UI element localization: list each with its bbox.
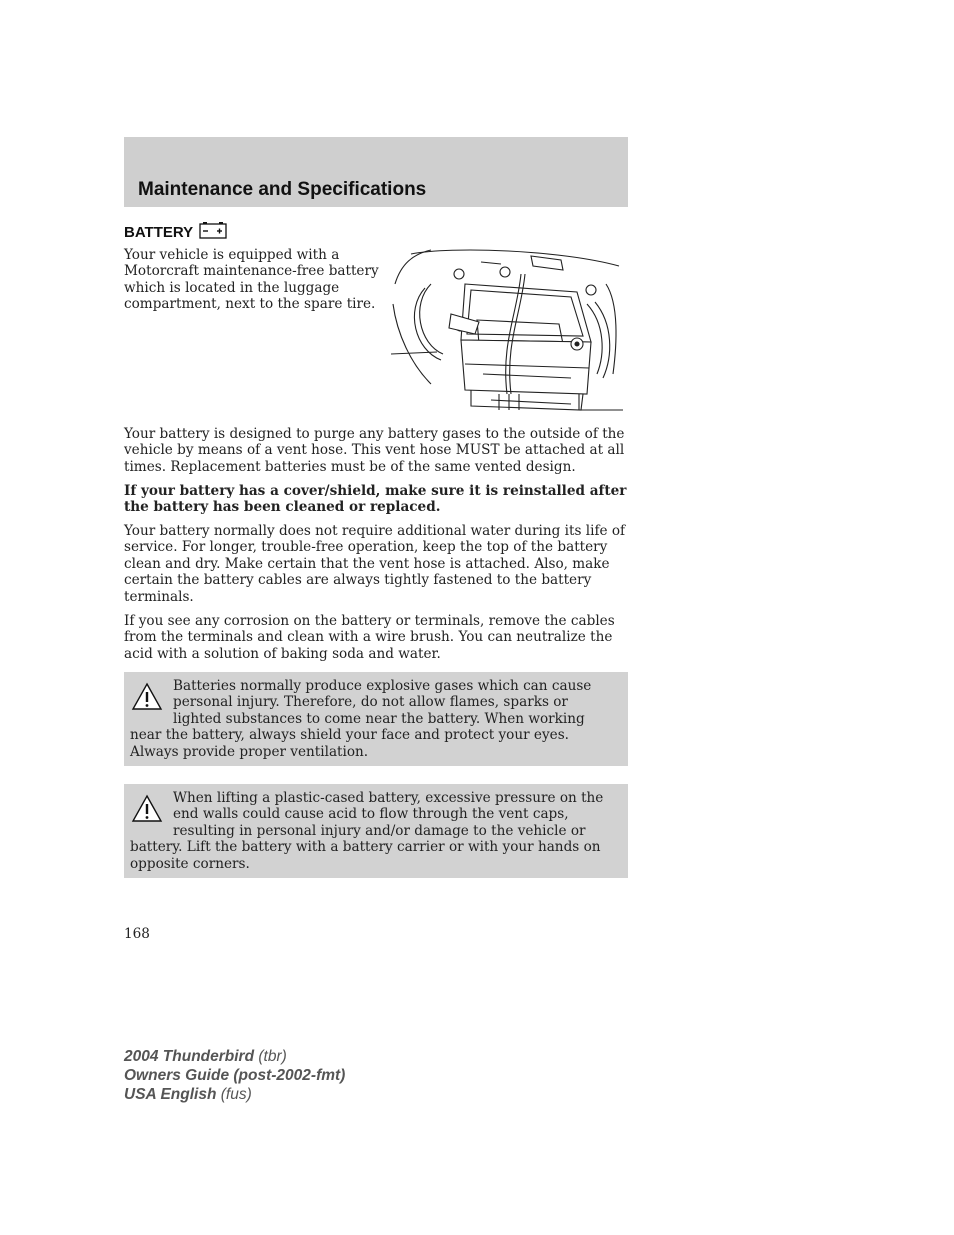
battery-intro: Your vehicle is equipped with a Motorcraft maintenance-free battery which is located in the luggage compartment, next to the spare tire. <box>124 247 379 313</box>
battery-heading-text: BATTERY <box>124 223 194 241</box>
warning-text-explosive-gases: Batteries normally produce explosive gases which can cause personal injury. Therefore, do not allow flames, sparks or lighted substances to come near the battery. When working near the battery, always shield your face and protect your eyes. Always provide proper ventilation. <box>130 678 592 760</box>
battery-location-illustration <box>391 244 623 420</box>
footer-model: 2004 Thunderbird <box>124 1048 255 1065</box>
warning-box-lifting-battery <box>124 784 628 878</box>
warning-text-lifting-battery: When lifting a plastic-cased battery, excessive pressure on the end walls could cause acid to flow through the vent caps, resulting in personal injury and/or damage to the vehicle or battery. Lift the battery with a battery carrier or with your hands on opposite corners. <box>130 790 604 872</box>
footer-model-code: (tbr) <box>258 1048 287 1065</box>
warning-box-explosive-gases <box>124 672 628 766</box>
maintenance-paragraph: Your battery normally does not require additional water during its life of service. For longer, trouble-free operation, keep the top of the battery clean and dry. Make certain that the vent hose is attached. Also, make certain the battery cables are always tightly fastened to the battery terminals. <box>124 523 626 605</box>
footer-line-3 <box>124 1085 345 1104</box>
footer-language-code: (fus) <box>220 1086 252 1103</box>
footer-line-1 <box>124 1047 345 1066</box>
warning-triangle-icon <box>130 793 164 825</box>
battery-icon <box>199 221 227 243</box>
corrosion-paragraph: If you see any corrosion on the battery or terminals, remove the cables from the terminals and clean with a wire brush. You can neutralize the acid with a solution of baking soda and water. <box>124 613 615 662</box>
section-title: Maintenance and Specifications <box>138 179 427 200</box>
section-header-band <box>124 137 628 207</box>
page-number: 168 <box>124 926 150 942</box>
battery-heading <box>124 221 227 243</box>
warning-triangle-icon <box>130 681 164 713</box>
cover-shield-notice: If your battery has a cover/shield, make sure it is reinstalled after the battery has been cleaned or replaced. <box>124 483 627 516</box>
footer-language: USA English <box>124 1086 217 1103</box>
vent-hose-paragraph: Your battery is designed to purge any battery gases to the outside of the vehicle by means of a vent hose. This vent hose MUST be attached at all times. Replacement batteries must be of the same vented design. <box>124 426 625 475</box>
footer-guide-title: Owners Guide (post-2002-fmt) <box>124 1067 346 1084</box>
document-footer <box>124 1047 345 1104</box>
